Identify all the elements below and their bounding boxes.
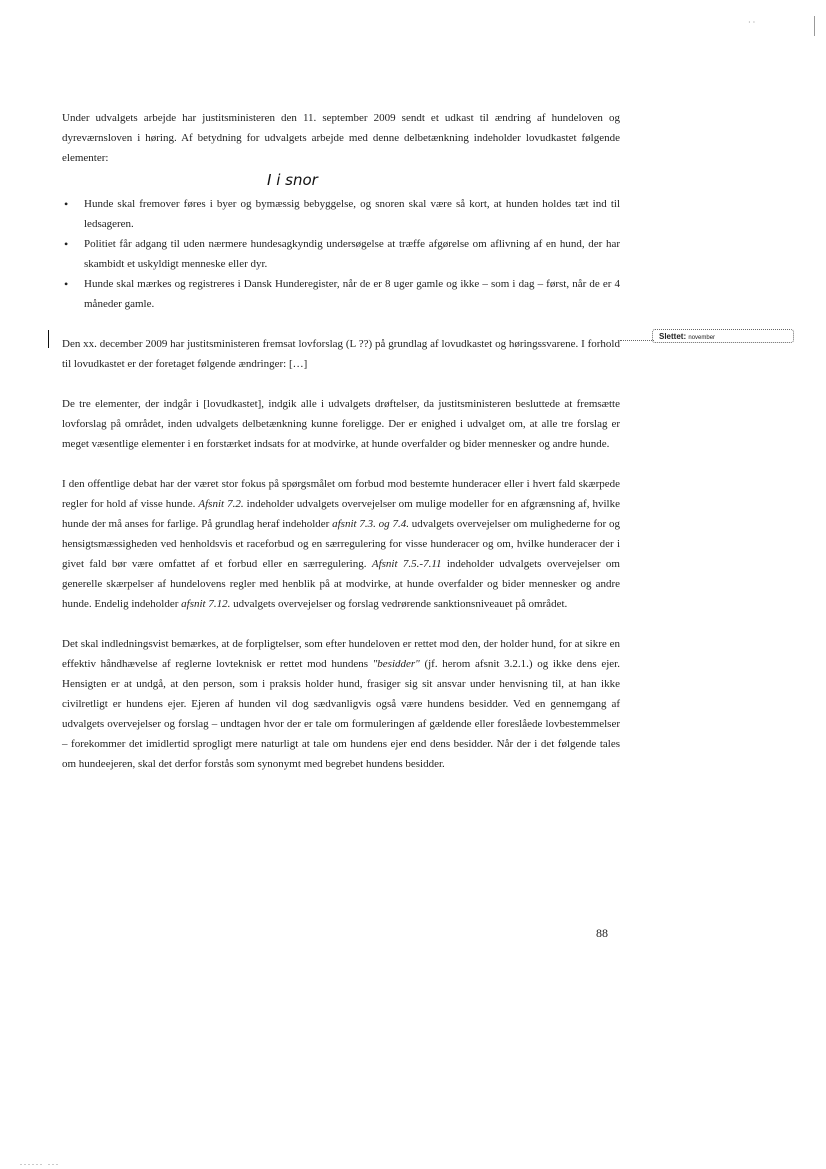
paragraph-4-text: indeholder udvalgets overvejelser om generelle skærpelser af hundelovens regler med henblik på at modvirke, at hunde overfalder og bider mennesker og andre hunde. Endelig indeholder — [62, 558, 620, 610]
section-reference: Afsnit 7.2. — [198, 498, 244, 510]
comment-label: Slettet: — [659, 332, 687, 341]
section-reference: afsnit 7.12. — [181, 598, 231, 610]
paragraph-1: Under udvalgets arbejde har justitsministeren den 11. september 2009 sendt et udkast til ændring af hundeloven og dyreværnsloven i høring. Af betydning for udvalgets arbejde med denne delbetænkning indeholder lovudkastet følgende elementer: — [62, 112, 620, 164]
spacer — [62, 374, 620, 394]
revision-change-bar — [48, 330, 49, 348]
section-reference: Afsnit 7.5.-7.11 — [371, 558, 442, 570]
bullet-item: • Hunde skal fremover føres i byer og bymæssig bebyggelse, og snoren skal være så kort, at hunden holdes tæt ind til ledsageren. — [62, 194, 620, 234]
paragraph-4-text: indeholder udvalgets overvejelser om mulige modeller for en afgrænsning af, hvilke hunde der må anses for farlige. På grundlag heraf indeholder — [62, 498, 620, 530]
handwritten-annotation — [62, 168, 620, 194]
scan-mark-top: · · — [748, 18, 756, 27]
bullet-list — [62, 194, 620, 314]
comment-text: november — [688, 335, 716, 341]
deleted-comment-balloon[interactable] — [652, 329, 794, 343]
bullet-item: • Hunde skal mærkes og registreres i Dansk Hunderegister, når de er 8 uger gamle og ikke – som i dag – først, når de er 4 måneder gamle. — [62, 274, 620, 314]
spacer — [62, 614, 620, 634]
paragraph-2: Den xx. december 2009 har justitsministeren fremsat lovforslag (L ??) på grundlag af lovudkastet og høringssvarene. I forhold til lovudkastet er der foretaget følgende ændringer: […] — [62, 338, 620, 370]
paragraph-3: De tre elementer, der indgår i [lovudkastet], indgik alle i udvalgets drøftelser, da justitsministeren besluttede at fremsætte lovforslag på området, inden udvalgets delbetænkning kunne foreligge. Der er enighed i udvalget om, at alle tre forslag er meget væsentlige elementer i en forstærket indsats for at modvirke, at hunde overfalder og bider mennesker og andre hunde. — [62, 398, 620, 450]
paragraph-5 — [62, 634, 620, 774]
paragraph-5-text: (jf. herom afsnit 3.2.1.) og ikke dens ejer. Hensigten er at undgå, at den person, som i praksis holder hund, frasiger sig sit ansvar under henvisning til, at han ikke civilretligt er hundens ejer. Ejeren af hunden vil dog sædvanligvis også være hundens besidder. Ved en gennemgang af udvalgets overvejelser og forslag – undtagen hvor der er tale om formuleringen af gældende eller foreslåede lovbestemmelser – forekommer det imidlertid sprogligt mere naturligt at tale om hundens ejer end dens besidder. Når der i det følgende tales om hundeejeren, skal det derfor forstås som synonymt med begrebet hundens besidder. — [62, 658, 620, 770]
page-number: 88 — [596, 926, 608, 940]
scan-edge-mark — [814, 16, 815, 36]
spacer — [62, 454, 620, 474]
bullet-item: • Politiet får adgang til uden nærmere hundesagkyndig undersøgelse at træffe afgørelse om aflivning af en hund, der har skambidt et uskyldigt menneske eller dyr. — [62, 234, 620, 274]
handwritten-text: I i snor — [267, 171, 318, 189]
section-reference: afsnit 7.3. og 7.4. — [332, 518, 409, 530]
term-reference: "besidder" — [372, 658, 420, 670]
paragraph-4-text: udvalgets overvejelser om mulighederne for og hensigtsmæssigheden ved henholdsvis et raceforbud og en særregulering for visse hunderacer og om, hvilke hunderacer der i givet fald bør være omfattet af et forbud eller en særregulering. — [62, 518, 620, 570]
paragraph-4-text: udvalgets overvejelser og forslag vedrørende sanktionsniveauet på området. — [230, 598, 568, 610]
scan-mark-bottom: ...... ... — [20, 1158, 60, 1167]
paragraph-4-text: I den offentlige debat har der været stor fokus på spørgsmålet om forbud mod bestemte hunderacer eller i hvert fald skærpede regler for hold af visse hunde. — [62, 478, 620, 510]
paragraph-4 — [62, 474, 620, 614]
document-body — [62, 108, 620, 774]
comment-connector-line — [620, 340, 654, 341]
paragraph-5-text: Det skal indledningsvist bemærkes, at de forpligtelser, som efter hundeloven er rettet mod den, der holder hund, for at sikre en effektiv håndhævelse af reglerne lovteknisk er rettet mod hundens — [62, 638, 620, 670]
spacer — [62, 314, 620, 334]
